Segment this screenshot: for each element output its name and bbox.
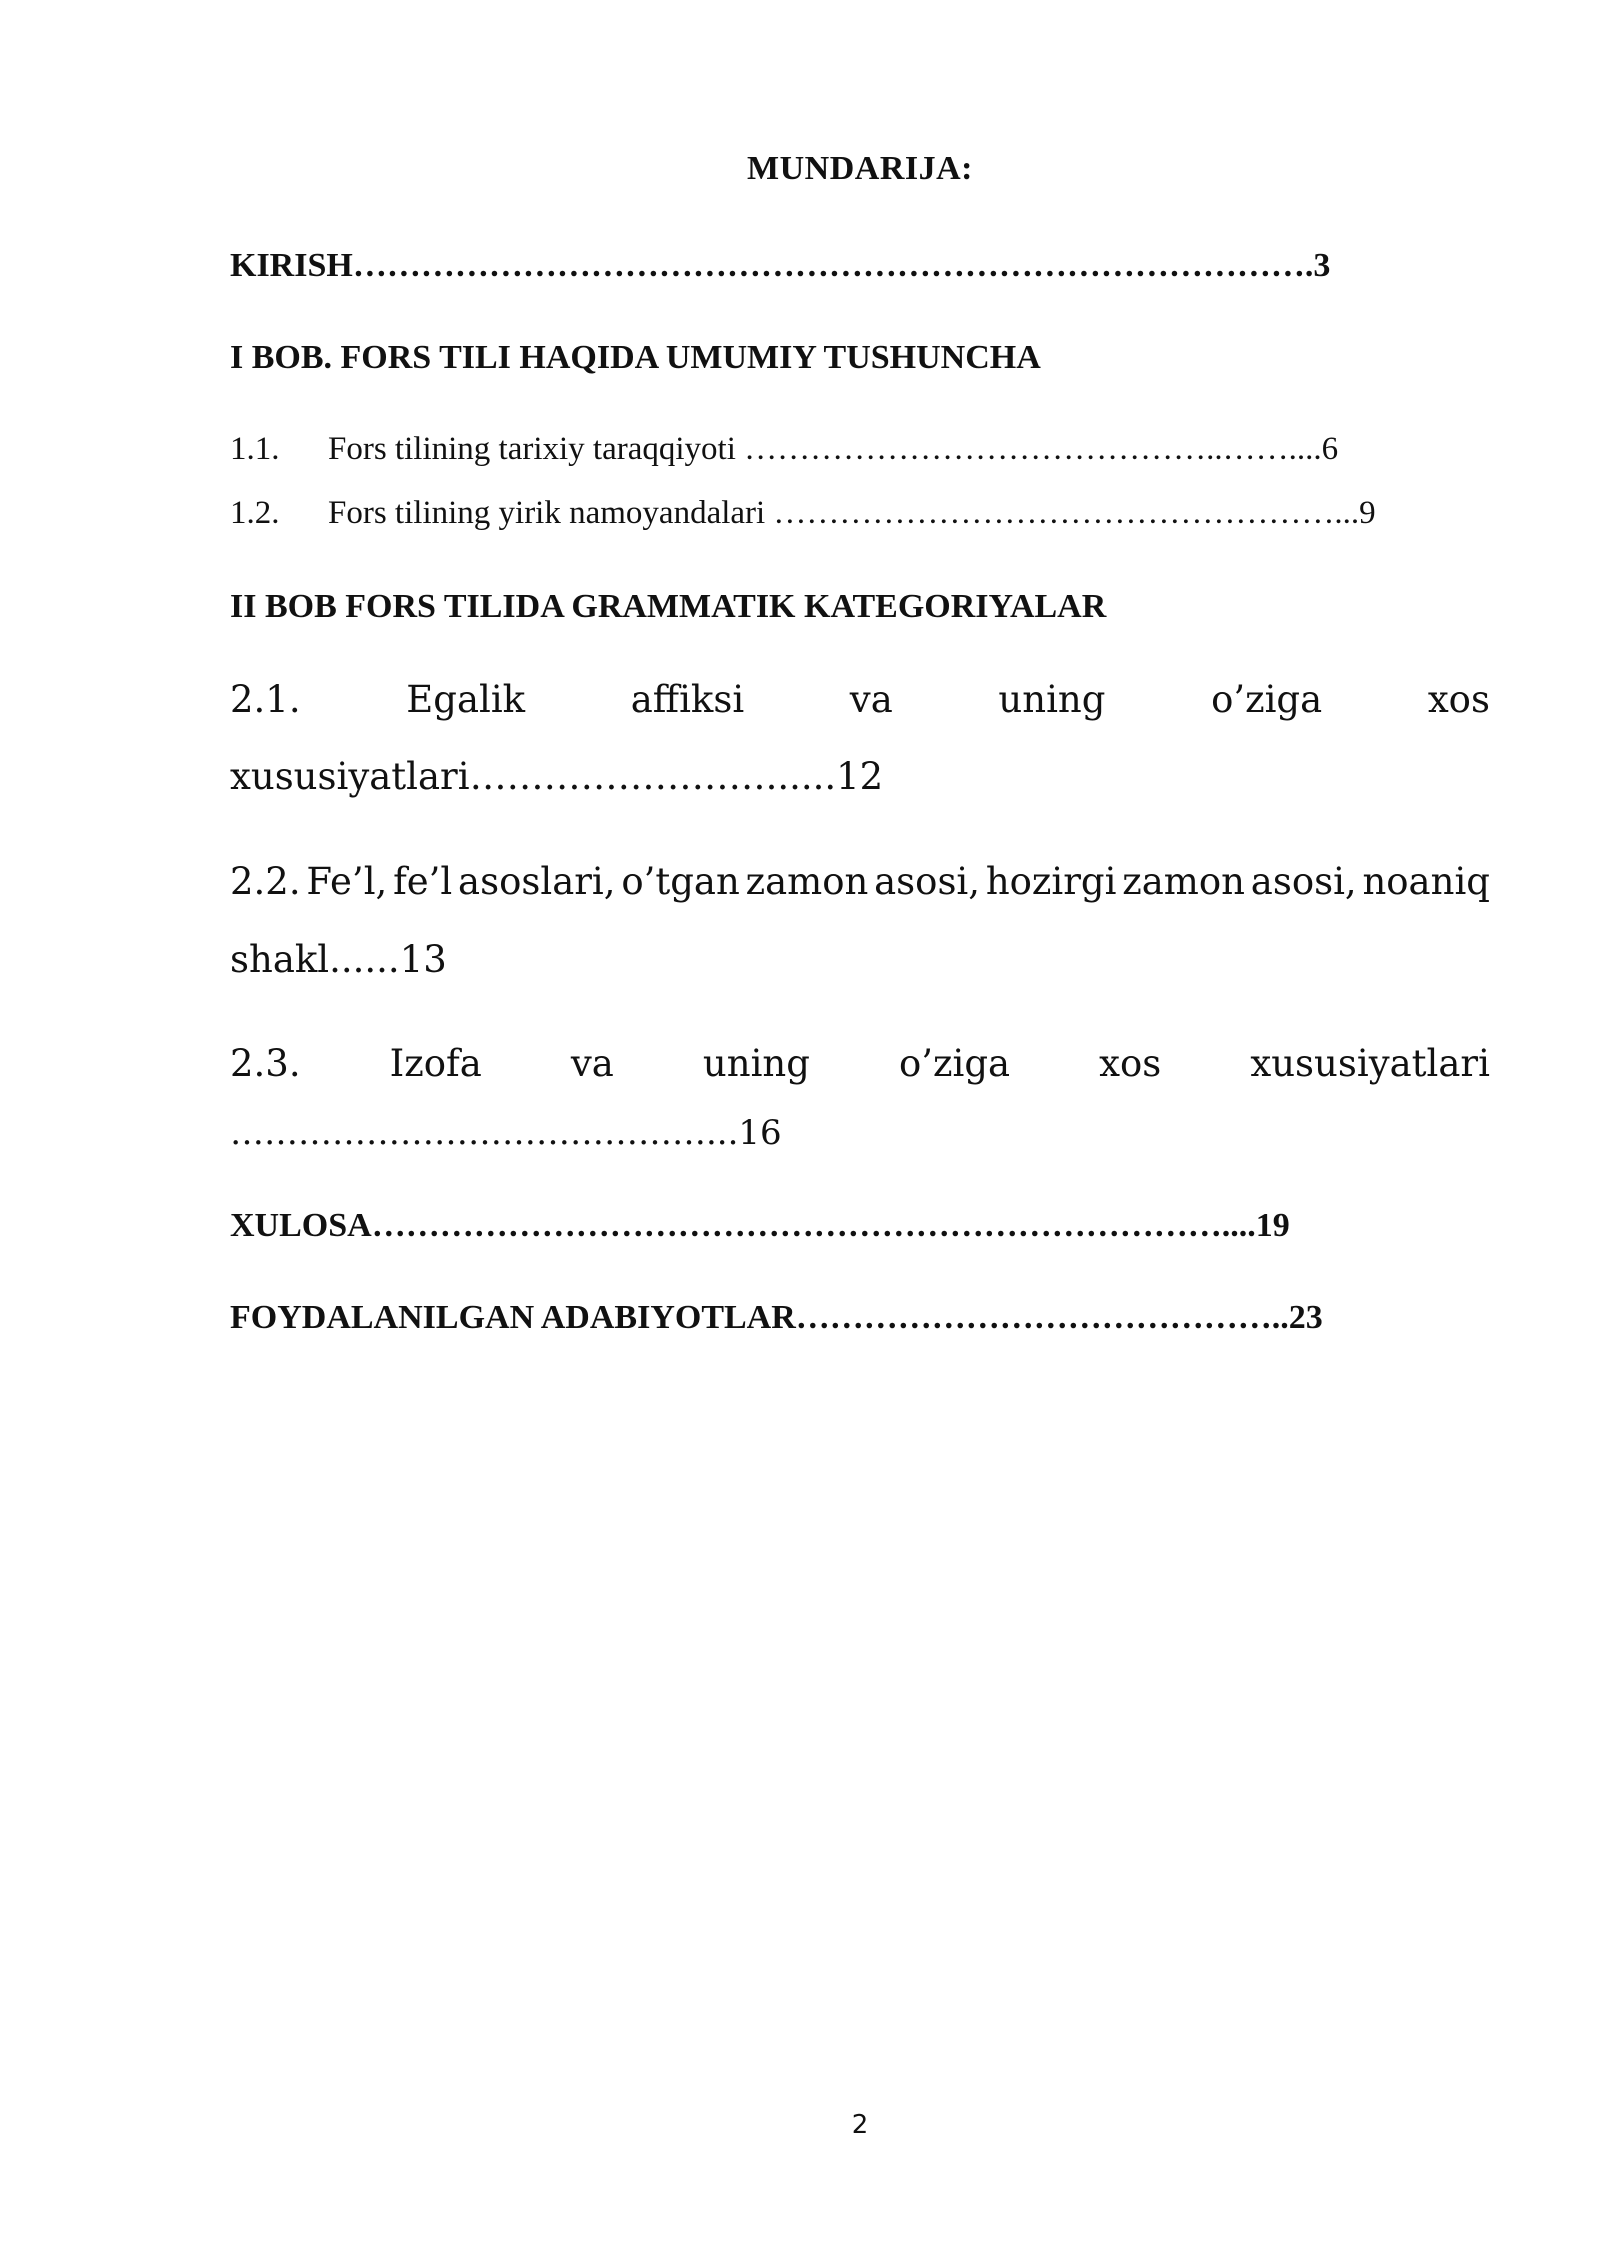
toc-entry-line (230, 860, 1490, 903)
toc-entry-line (230, 1042, 1490, 1085)
toc-word: o’ziga (1211, 678, 1323, 721)
toc-entry-line (230, 678, 1490, 721)
toc-chapter-2: II BOB FORS TILIDA GRAMMATIK KATEGORIYALAR (230, 588, 1107, 625)
toc-entry-kirish: KIRISH………………………………………………………………………….3 (230, 247, 1331, 284)
toc-entry-number: 1.2. (230, 495, 280, 531)
toc-word: 2.1. (230, 678, 301, 721)
toc-word: asoslari, (458, 860, 616, 903)
toc-word: Fe’l, (306, 860, 388, 903)
toc-word: Egalik (406, 678, 526, 721)
toc-word: va (570, 1042, 614, 1085)
toc-entry-2-3 (230, 1042, 1490, 1085)
toc-entry-2-2 (230, 860, 1490, 903)
toc-heading: MUNDARIJA: (747, 150, 973, 187)
toc-word: o’tgan (621, 860, 740, 903)
toc-entry-text: Fors tilining tarixiy taraqqiyoti ……………………………………..……....6 (328, 431, 1339, 467)
toc-entry-2-2-continued: shakl......13 (230, 938, 447, 981)
toc-word: affiksi (630, 678, 745, 721)
toc-entry-xulosa: XULOSA…………………………………………………………………....19 (230, 1207, 1290, 1244)
toc-word: 2.2. (230, 860, 301, 903)
toc-word: xususiyatlari (1250, 1042, 1490, 1085)
toc-word: zamon (745, 860, 869, 903)
toc-entry-2-1-continued: xususiyatlari……………………......12 (230, 755, 884, 798)
toc-word: zamon (1122, 860, 1245, 903)
toc-word: 2.3. (230, 1042, 301, 1085)
toc-word: noaniq (1362, 860, 1490, 903)
toc-word: Izofa (389, 1042, 482, 1085)
page-number: 2 (851, 2110, 869, 2140)
toc-chapter-1: I BOB. FORS TILI HAQIDA UMUMIY TUSHUNCHA (230, 339, 1041, 376)
toc-word: uning (702, 1042, 810, 1085)
toc-word: asosi, (874, 860, 981, 903)
toc-entry-number: 1.1. (230, 431, 280, 467)
toc-entry-text: Fors tilining yirik namoyandalari ……………………………………………...9 (328, 495, 1376, 531)
toc-entry-1-1 (230, 431, 1490, 468)
toc-word: va (849, 678, 893, 721)
toc-entry-2-1 (230, 678, 1490, 721)
toc-entry-2-3-continued: ……………………………………...16 (230, 1113, 782, 1153)
toc-word: xos (1099, 1042, 1162, 1085)
toc-word: o’ziga (898, 1042, 1011, 1085)
toc-entry-adabiyotlar: FOYDALANILGAN ADABIYOTLAR……………………………………..23 (230, 1299, 1323, 1336)
toc-word: xos (1427, 678, 1490, 721)
toc-word: fe’l (393, 860, 453, 903)
toc-entry-1-2 (230, 495, 1490, 532)
toc-word: uning (998, 678, 1106, 721)
toc-word: hozirgi (985, 860, 1117, 903)
toc-word: asosi, (1250, 860, 1357, 903)
